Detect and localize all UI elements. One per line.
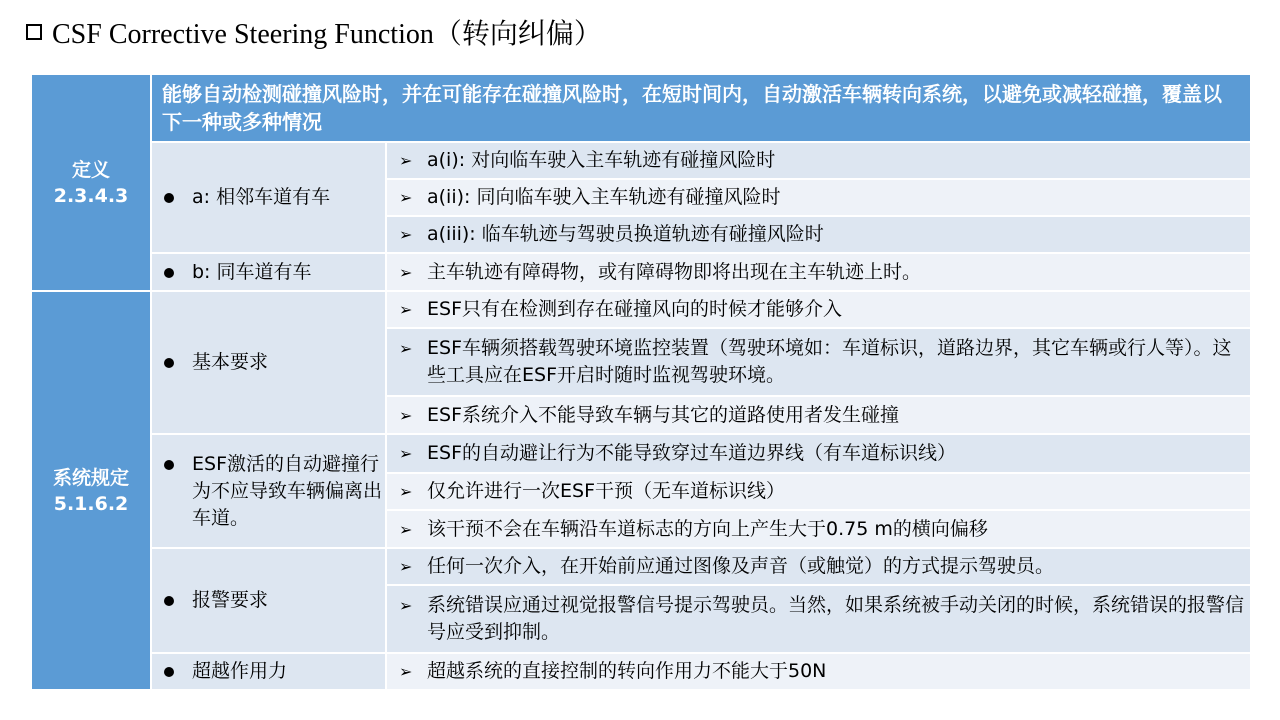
arrow-bullet-icon: ➢ xyxy=(399,151,413,170)
case-a-item-text: a(ii): 同向临车驶入主车轨迹有碰撞风险时 xyxy=(427,186,781,208)
definition-header: 能够自动检测碰撞风险时，并在可能存在碰撞风险时，在短时间内，自动激活车辆转向系统，以避免或减轻碰撞，覆盖以下一种或多种情况 xyxy=(151,74,1251,142)
arrow-bullet-icon: ➢ xyxy=(399,188,413,207)
system-section-label xyxy=(31,291,151,690)
arrow-bullet-icon: ➢ xyxy=(399,339,413,358)
basic-req-label: 基本要求 xyxy=(192,351,269,373)
lane-keep-cell xyxy=(151,434,386,548)
case-a-item-text: a(iii): 临车轨迹与驾驶员换道轨迹有碰撞风险时 xyxy=(427,223,824,245)
case-a-label: a: 相邻车道有车 xyxy=(192,186,331,208)
case-a-item-text: a(i): 对向临车驶入主车轨迹有碰撞风险时 xyxy=(427,149,776,171)
warning-item-text: 任何一次介入，在开始前应通过图像及声音（或触觉）的方式提示驾驶员。 xyxy=(427,555,1055,577)
case-a-item xyxy=(386,142,1251,179)
dot-bullet-icon xyxy=(164,193,174,203)
override-item xyxy=(386,653,1251,690)
lane-keep-item xyxy=(386,473,1251,510)
system-label-title: 系统规定 xyxy=(52,466,129,489)
slide-title-text: CSF Corrective Steering Function（转向纠偏） xyxy=(52,19,602,50)
basic-req-cell xyxy=(151,291,386,434)
basic-req-item xyxy=(386,396,1251,434)
lane-keep-item-text: ESF的自动避让行为不能导致穿过车道边界线（有车道标识线） xyxy=(427,442,956,464)
definition-label-number: 2.3.4.3 xyxy=(53,184,129,207)
arrow-bullet-icon: ➢ xyxy=(399,405,413,425)
case-b-cell xyxy=(151,253,386,291)
override-label: 超越作用力 xyxy=(192,660,288,682)
arrow-bullet-icon: ➢ xyxy=(399,596,413,615)
lane-keep-item xyxy=(386,510,1251,548)
definition-section-label xyxy=(31,74,151,291)
basic-req-item xyxy=(386,328,1251,396)
checkbox-square-icon xyxy=(26,24,42,40)
override-cell xyxy=(151,653,386,690)
arrow-bullet-icon: ➢ xyxy=(399,225,413,244)
basic-req-item-text: ESF系统介入不能导致车辆与其它的道路使用者发生碰撞 xyxy=(427,403,899,426)
warning-item xyxy=(386,585,1251,653)
warning-cell xyxy=(151,548,386,653)
case-a-item xyxy=(386,179,1251,216)
case-a-cell xyxy=(151,142,386,253)
arrow-bullet-icon: ➢ xyxy=(399,662,413,681)
csf-table xyxy=(30,73,1252,691)
dot-bullet-icon xyxy=(164,358,174,368)
lane-keep-item xyxy=(386,434,1251,473)
lane-keep-item-text: 该干预不会在车辆沿车道标志的方向上产生大于0.75 m的横向偏移 xyxy=(427,517,988,540)
override-item-text: 超越系统的直接控制的转向作用力不能大于50N xyxy=(427,660,827,682)
dot-bullet-icon xyxy=(164,268,174,278)
lane-keep-item-text: 仅允许进行一次ESF干预（无车道标识线） xyxy=(427,480,785,502)
arrow-bullet-icon: ➢ xyxy=(399,300,413,319)
basic-req-item-text: ESF车辆须搭载驾驶环境监控装置（驾驶环境如：车道标识，道路边界，其它车辆或行人等）。这些工具应在ESF开启时随时监视驾驶环境。 xyxy=(427,337,1232,386)
dot-bullet-icon xyxy=(164,460,174,470)
case-b-item xyxy=(386,253,1251,291)
system-label-number: 5.1.6.2 xyxy=(53,492,129,515)
arrow-bullet-icon: ➢ xyxy=(399,519,413,539)
dot-bullet-icon xyxy=(164,667,174,677)
case-a-item xyxy=(386,216,1251,253)
warning-label: 报警要求 xyxy=(192,589,269,611)
warning-item xyxy=(386,548,1251,585)
dot-bullet-icon xyxy=(164,596,174,606)
lane-keep-label: ESF激活的自动避撞行为不应导致车辆偏离出车道。 xyxy=(192,452,383,529)
slide-title xyxy=(26,14,602,50)
warning-item-text: 系统错误应通过视觉报警信号提示驾驶员。当然，如果系统被手动关闭的时候，系统错误的报警信号应受到抑制。 xyxy=(427,594,1245,643)
arrow-bullet-icon: ➢ xyxy=(399,557,413,576)
arrow-bullet-icon: ➢ xyxy=(399,262,413,282)
definition-header-row xyxy=(31,74,1251,142)
basic-req-item xyxy=(386,291,1251,328)
arrow-bullet-icon: ➢ xyxy=(399,482,413,501)
definition-label-title: 定义 xyxy=(71,158,110,181)
case-b-label: b: 同车道有车 xyxy=(192,260,312,283)
basic-req-item-text: ESF只有在检测到存在碰撞风向的时候才能够介入 xyxy=(427,298,842,320)
case-b-item-text: 主车轨迹有障碍物，或有障碍物即将出现在主车轨迹上时。 xyxy=(427,260,922,283)
arrow-bullet-icon: ➢ xyxy=(399,444,413,463)
